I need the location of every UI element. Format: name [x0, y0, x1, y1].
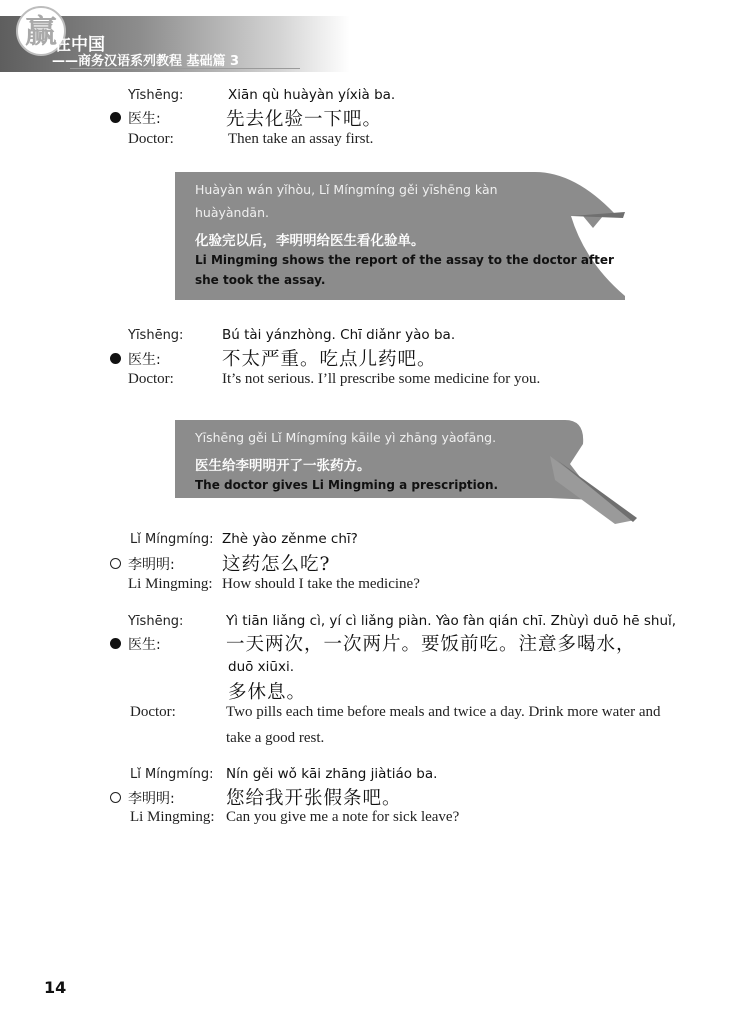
narration-hanzi: 医生给李明明开了一张药方。 [195, 458, 371, 474]
narration-pinyin-cont: huàyàndān. [195, 205, 269, 220]
speaker-hanzi: 李明明: [128, 557, 175, 573]
narration-pinyin: Yīshēng gěi Lǐ Míngmíng kāile yì zhāng yàofāng. [195, 430, 497, 445]
speaker-hanzi: 李明明: [128, 791, 175, 807]
line-english: It’s not serious. I’ll prescribe some medicine for you. [222, 371, 541, 387]
line-pinyin-cont: duō xiūxi. [228, 659, 295, 675]
speaker-english: Doctor: [130, 704, 176, 720]
line-pinyin: Nín gěi wǒ kāi zhāng jiàtiáo ba. [226, 766, 438, 782]
speaker-english: Doctor: [128, 131, 174, 147]
line-hanzi: 先去化验一下吧。 [226, 109, 383, 130]
series-subtitle: ——商务汉语系列教程 基础篇 3 [52, 54, 240, 69]
narration-english-cont: she took the assay. [195, 273, 326, 287]
line-english: Then take an assay first. [228, 131, 374, 147]
series-title: 在中国 [54, 35, 105, 55]
speaker-marker-filled [110, 638, 121, 649]
speaker-pinyin: Yīshēng: [128, 614, 184, 629]
speaker-hanzi: 医生: [128, 111, 161, 127]
series-logo: 赢 [16, 6, 66, 56]
line-hanzi: 这药怎么吃? [222, 554, 331, 575]
line-english: Can you give me a note for sick leave? [226, 809, 460, 825]
page-header [0, 0, 750, 84]
speaker-hanzi: 医生: [128, 637, 161, 653]
speaker-hanzi: 医生: [128, 352, 161, 368]
line-hanzi: 不太严重。吃点儿药吧。 [222, 349, 437, 370]
line-hanzi-cont: 多休息。 [228, 682, 307, 703]
line-pinyin: Zhè yào zěnme chī? [222, 531, 358, 547]
narration-box-1 [175, 172, 630, 300]
speaker-pinyin: Lǐ Míngmíng: [130, 767, 214, 782]
narration-pinyin: Huàyàn wán yǐhòu, Lǐ Míngmíng gěi yīshēng kàn [195, 182, 498, 197]
line-english-cont: take a good rest. [226, 730, 325, 746]
narration-hanzi: 化验完以后，李明明给医生看化验单。 [195, 233, 425, 249]
narration-english: Li Mingming shows the report of the assay to the doctor after [195, 253, 614, 267]
line-pinyin: Yì tiān liǎng cì, yí cì liǎng piàn. Yào fàn qián chī. Zhùyì duō hē shuǐ, [226, 613, 677, 629]
speaker-english: Li Mingming: [128, 576, 213, 592]
narration-box-2 [175, 420, 645, 526]
speaker-pinyin: Lǐ Míngmíng: [130, 532, 214, 547]
page-number: 14 [44, 978, 67, 997]
line-pinyin: Xiān qù huàyàn yíxià ba. [228, 87, 396, 103]
speaker-marker-open [110, 558, 121, 569]
speaker-english: Doctor: [128, 371, 174, 387]
speaker-marker-open [110, 792, 121, 803]
line-hanzi: 您给我开张假条吧。 [226, 788, 402, 809]
line-pinyin: Bú tài yánzhòng. Chī diǎnr yào ba. [222, 327, 456, 343]
speaker-pinyin: Yīshēng: [128, 328, 184, 343]
line-english: Two pills each time before meals and twice a day. Drink more water and [226, 704, 661, 720]
narration-english: The doctor gives Li Mingming a prescription. [195, 478, 499, 492]
speaker-marker-filled [110, 353, 121, 364]
speaker-english: Li Mingming: [130, 809, 215, 825]
line-english: How should I take the medicine? [222, 576, 420, 592]
line-hanzi: 一天两次，一次两片。要饭前吃。注意多喝水， [226, 634, 636, 655]
speaker-marker-filled [110, 112, 121, 123]
speaker-pinyin: Yīshēng: [128, 88, 184, 103]
